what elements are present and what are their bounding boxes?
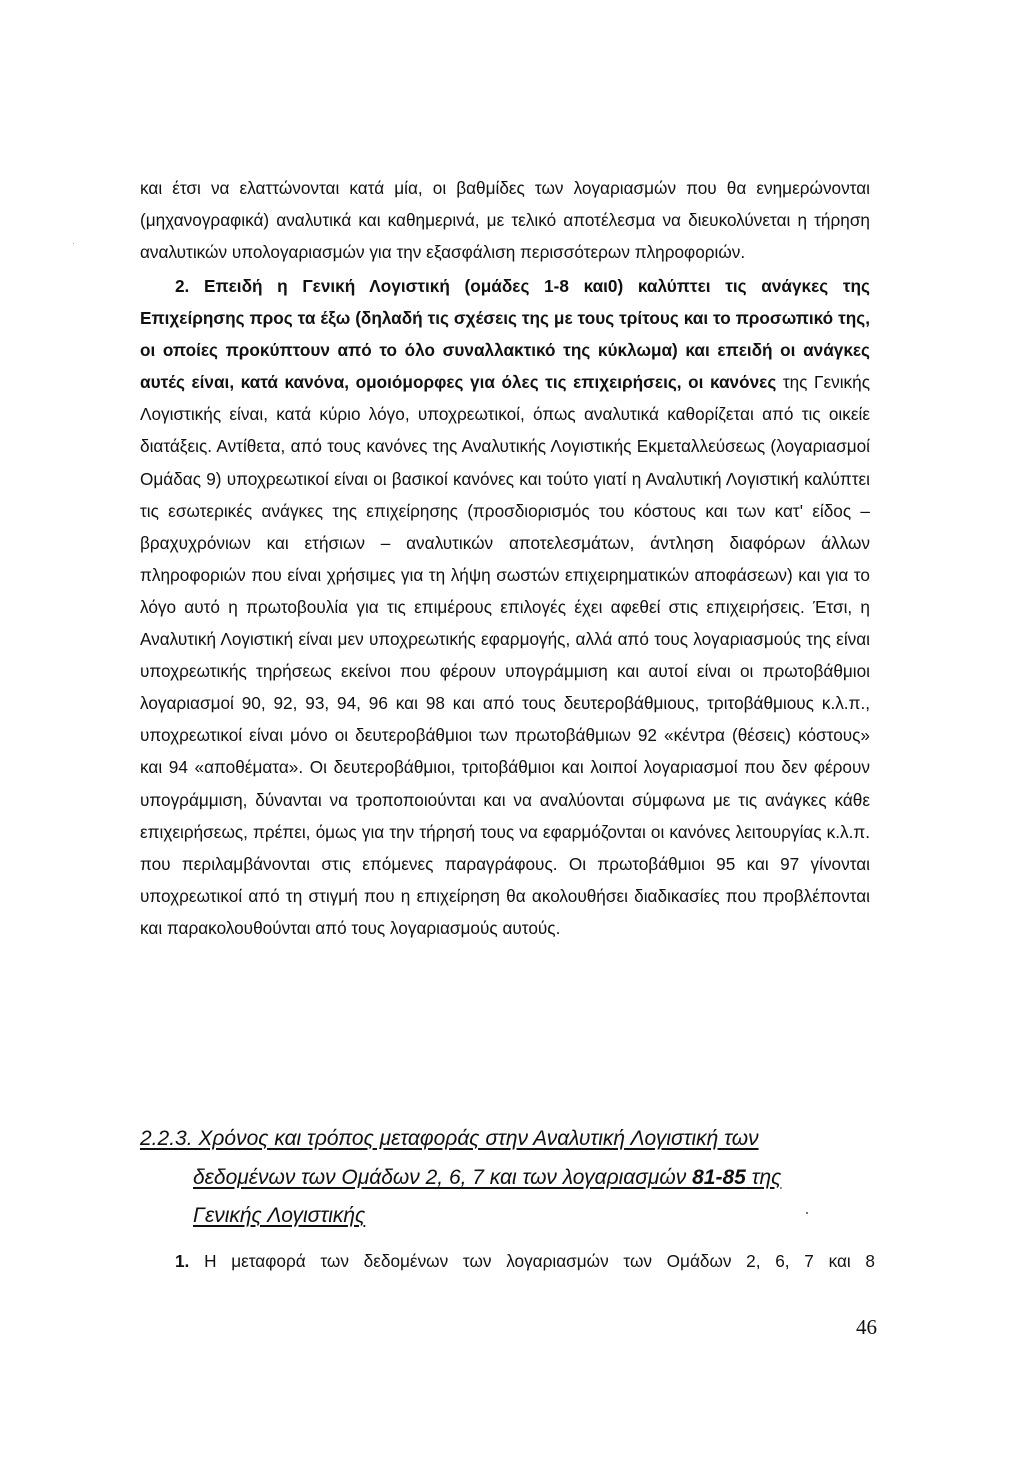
heading-title-part-2b: 81-85 [692,1165,746,1189]
list-item-text: Η μεταφορά των δεδομένων των λογαριασμών των Ομάδων 2, 6, 7 και 8 [189,1251,875,1271]
heading-title-part-2a: δεδομένων των Ομάδων 2, 6, 7 και των λογαριασμών [193,1165,693,1189]
list-item-number: 1. [175,1251,190,1271]
heading-title-part-3: Γενικής Λογιστικής [193,1204,366,1227]
page-number: 46 [856,1315,877,1339]
paragraph-text: και έτσι να ελαττώνονται κατά μία, οι βαθμίδες των λογαριασμών που θα ενημερώνονται (μηχανογραφικά) αναλυτικά και καθημερινά, με τελικό αποτέλεσμα να διευκολύνεται η τήρηση αναλυτικών υπολογαριασμών για την εξασφάλιση περισσότερων πληροφοριών. [140,178,870,263]
section-heading [140,1120,875,1236]
heading-line-1 [140,1120,875,1159]
heading-line-2 [140,1159,875,1198]
scan-speck [73,243,74,244]
heading-title-part-2c: της [745,1165,782,1189]
paragraph-2-text: της Γενικής Λογιστικής είναι, κατά κύριο λόγο, υποχρεωτικοί, όπως αναλυτικά καθορίζεται από τις οικείε διατάξεις. Αντίθετα, από τους κανόνες της Αναλυτικής Λογιστικής Εκμεταλλεύσεως (λογαριασμοί Ομάδας 9) υποχρεωτικοί είναι οι βασικοί κανόνες και τούτο γιατί η Αναλυτική Λογιστική καλύπτει τις εσωτερικές ανάγκες της επιχείρησης (προσδιορισμός του κόστους και των κατ' είδος – βραχυχρόνιων και ετήσιων – αναλυτικών αποτελεσμάτων, άντληση διαφόρων άλλων πληροφοριών που είναι χρήσιμες για τη λήψη σωστών επιχειρηματικών αποφάσεων) και για το λόγο αυτό η πρωτοβουλία για τις επιμέρους επιλογές έχει αφεθεί στις επιχειρήσεις. Έτσι, η Αναλυτική Λογιστική είναι μεν υποχρεωτικής εφαρμογής, αλλά από τους λογαριασμούς της είναι υποχρεωτικής τηρήσεως εκείνοι που φέρουν υπογράμμιση και αυτοί είναι οι πρωτοβάθμιοι λογαριασμοί 90, 92, 93, 94, 96 και 98 και από τους δευτεροβάθμιους, τριτοβάθμιους κ.λ.π., υποχρεωτικοί είναι μόνο οι δευτεροβάθμιοι των πρωτοβάθμιων 92 «κέντρα (θέσεις) κόστους» και 94 «αποθέματα». Οι δευτεροβάθμιοι, τριτοβάθμιοι και λοιποί λογαριασμοί που δεν φέρουν υπογράμμιση, δύνανται να τροποποιούνται και να αναλύονται σύμφωνα με τις ανάγκες κάθε επιχειρήσεως, πρέπει, όμως για την τήρησή τους να εφαρμόζονται οι κανόνες λειτουργίας κ.λ.π. που περιλαμβάνονται στις επόμενες παραγράφους. Οι πρωτοβάθμιοι 95 και 97 γίνονται υποχρεωτικοί από τη στιγμή που η επιχείρηση θα ακολουθήσει διαδικασίες που προβλέπονται και παρακολουθούνται από τους λογαριασμούς αυτούς. [140,372,870,938]
paragraph-2 [140,270,870,944]
heading-line-3 [140,1197,875,1236]
paragraph-2-bold-text: 2. Επειδή η Γενική Λογιστική (ομάδες 1-8 και0) καλύπτει τις ανάγκες της Επιχείρησης προς τα έξω (δηλαδή τις σχέσεις της με τους τρίτους και το προσωπικό της, οι οποίες προκύπτουν από το όλο συναλλακτικό της κύκλωμα) και επειδή οι ανάγκες αυτές είναι, κατά κανόνα, ομοιόμορφες για όλες τις επιχειρήσεις, οι κανόνες [140,276,870,393]
paragraph-continuation [140,172,870,268]
list-item-1 [175,1245,875,1277]
heading-number: 2.2.3. [140,1127,193,1150]
scan-speck [806,1212,808,1214]
heading-title-part-1: Χρόνος και τρόπος μεταφοράς στην Αναλυτική Λογιστική των [192,1127,759,1150]
